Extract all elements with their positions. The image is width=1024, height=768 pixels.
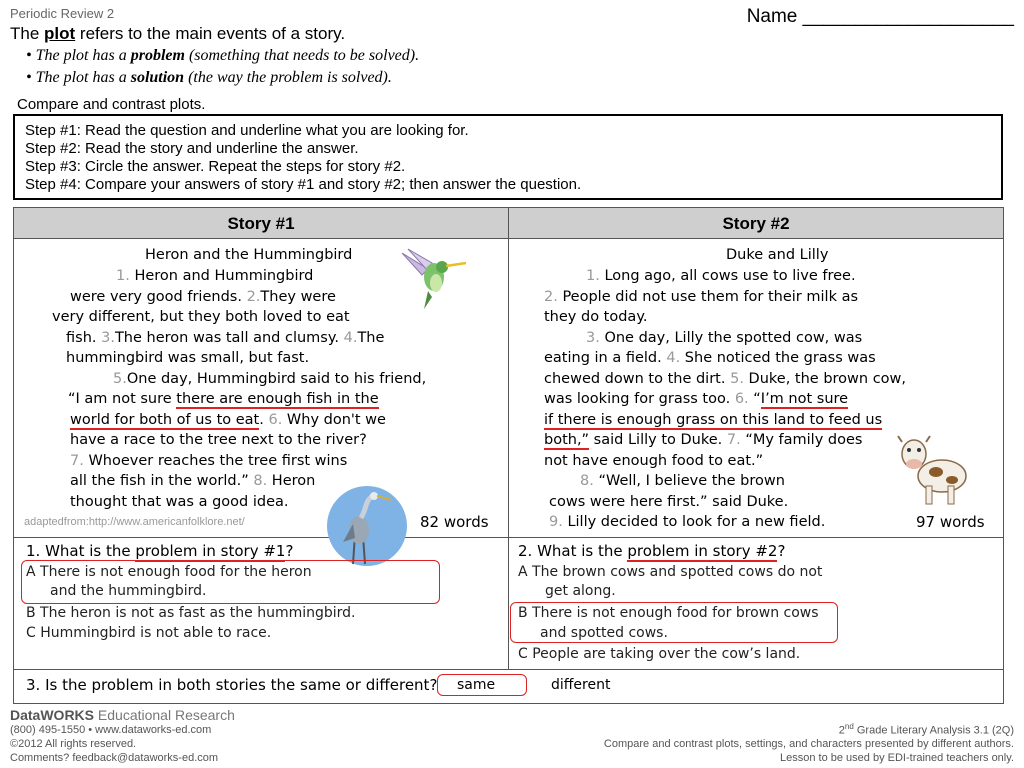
q2-answer-circle: [510, 602, 838, 643]
row-divider-2: [13, 669, 1004, 670]
step-4: Step #4: Compare your answers of story #1 and story #2; then answer the question.: [25, 176, 582, 193]
row-divider-1: [13, 537, 1004, 538]
q1-answer-a: A There is not enough food for the heron: [26, 564, 312, 580]
plot-definition: The plot refers to the main events of a story.: [10, 24, 346, 43]
footer-phone: (800) 495-1550 • www.dataworks-ed.com: [10, 724, 212, 736]
question-1: 1. What is the problem in story #1?: [26, 542, 294, 560]
story1-title: Heron and the Hummingbird: [145, 247, 353, 263]
name-field-label: Name ____________________: [746, 6, 1014, 27]
q1-answer-a-cont: and the hummingbird.: [50, 583, 207, 599]
cow-illustration: [896, 430, 972, 508]
q1-answer-circle: [21, 560, 440, 604]
footer-standard: Compare and contrast plots, settings, and characters presented by different authors.: [603, 738, 1014, 750]
plot-keyword: plot: [44, 24, 76, 43]
q1-answer-c: C Hummingbird is not able to race.: [26, 625, 272, 641]
question-2: 2. What is the problem in story #2?: [518, 542, 786, 560]
q1-answer-b: B The heron is not as fast as the hummingbird.: [26, 605, 356, 621]
task-label: Compare and contrast plots.: [17, 96, 206, 113]
footer-comments: Comments? feedback@dataworks-ed.com: [10, 752, 219, 764]
q2-answer-a: A The brown cows and spotted cows do not: [518, 564, 823, 580]
review-label: Periodic Review 2: [10, 6, 115, 21]
source-credit: adaptedfrom:http://www.americanfolklore.net/: [24, 516, 245, 528]
story2-title: Duke and Lilly: [726, 247, 829, 263]
story1-header: Story #1: [13, 207, 509, 239]
bullet-solution: • The plot has a solution (the way the problem is solved).: [26, 69, 392, 86]
q2-answer-b: B There is not enough food for brown cows: [518, 605, 819, 621]
step-1: Step #1: Read the question and underline what you are looking for.: [25, 122, 469, 139]
step-3: Step #3: Circle the answer. Repeat the steps for story #2.: [25, 158, 406, 175]
story1-word-count: 82 words: [420, 513, 489, 531]
q3-option-different: different: [551, 677, 611, 693]
story2-text: 1. Long ago, all cows use to live free. 2. People did not use them for their milk as they do today. 3. One day, Lilly the spotted cow, was eating in a field. 4. She noticed the grass was chewed down to the dirt. 5. Duke, the brown cow, was looking for grass too. 6. “I’m not sure if there is enough grass on this land to feed us both,” said Lilly to Duke. 7. “My family does not have enough food to eat.” 8. “Well, I believe the brown cows were here first.” said Duke. 9. Lilly decided to look for a new field.: [544, 268, 907, 530]
question-3: 3. Is the problem in both stories the same or different?: [26, 676, 438, 694]
heron-illustration: [325, 484, 409, 568]
story1-text: 1. Heron and Hummingbird were very good friends. 2.They were very different, but they both loved to eat fish. 3.The heron was tall and clumsy. 4.The hummingbird was small, but fast. 5.One day, Hummingbird said to his friend, “I am not sure there are enough fish in the world for both of us to eat. 6. Why don't we have a race to the tree next to the river? 7. Whoever reaches the tree first wins all the fish in the world.” 8. Heron thought that was a good idea.: [52, 268, 427, 510]
bullet-problem: • The plot has a problem (something that needs to be solved).: [26, 47, 420, 64]
q2-answer-b-cont: and spotted cows.: [540, 625, 668, 641]
column-divider: [508, 239, 509, 670]
story2-word-count: 97 words: [916, 513, 985, 531]
q2-answer-a-cont: get along.: [545, 583, 616, 599]
q2-answer-c: C People are taking over the cow’s land.: [518, 646, 801, 662]
q3-option-same: same: [457, 677, 496, 693]
story2-header: Story #2: [508, 207, 1004, 239]
hummingbird-illustration: [398, 247, 470, 313]
footer-grade: 2nd Grade Literary Analysis 3.1 (2Q): [838, 722, 1014, 737]
footer-usage: Lesson to be used by EDI-trained teachers only.: [780, 752, 1014, 764]
footer-copyright: ©2012 All rights reserved.: [10, 738, 137, 750]
steps-box: [13, 114, 1003, 200]
brand-logo: DataWORKS Educational Research: [10, 707, 235, 723]
step-2: Step #2: Read the story and underline the answer.: [25, 140, 359, 157]
